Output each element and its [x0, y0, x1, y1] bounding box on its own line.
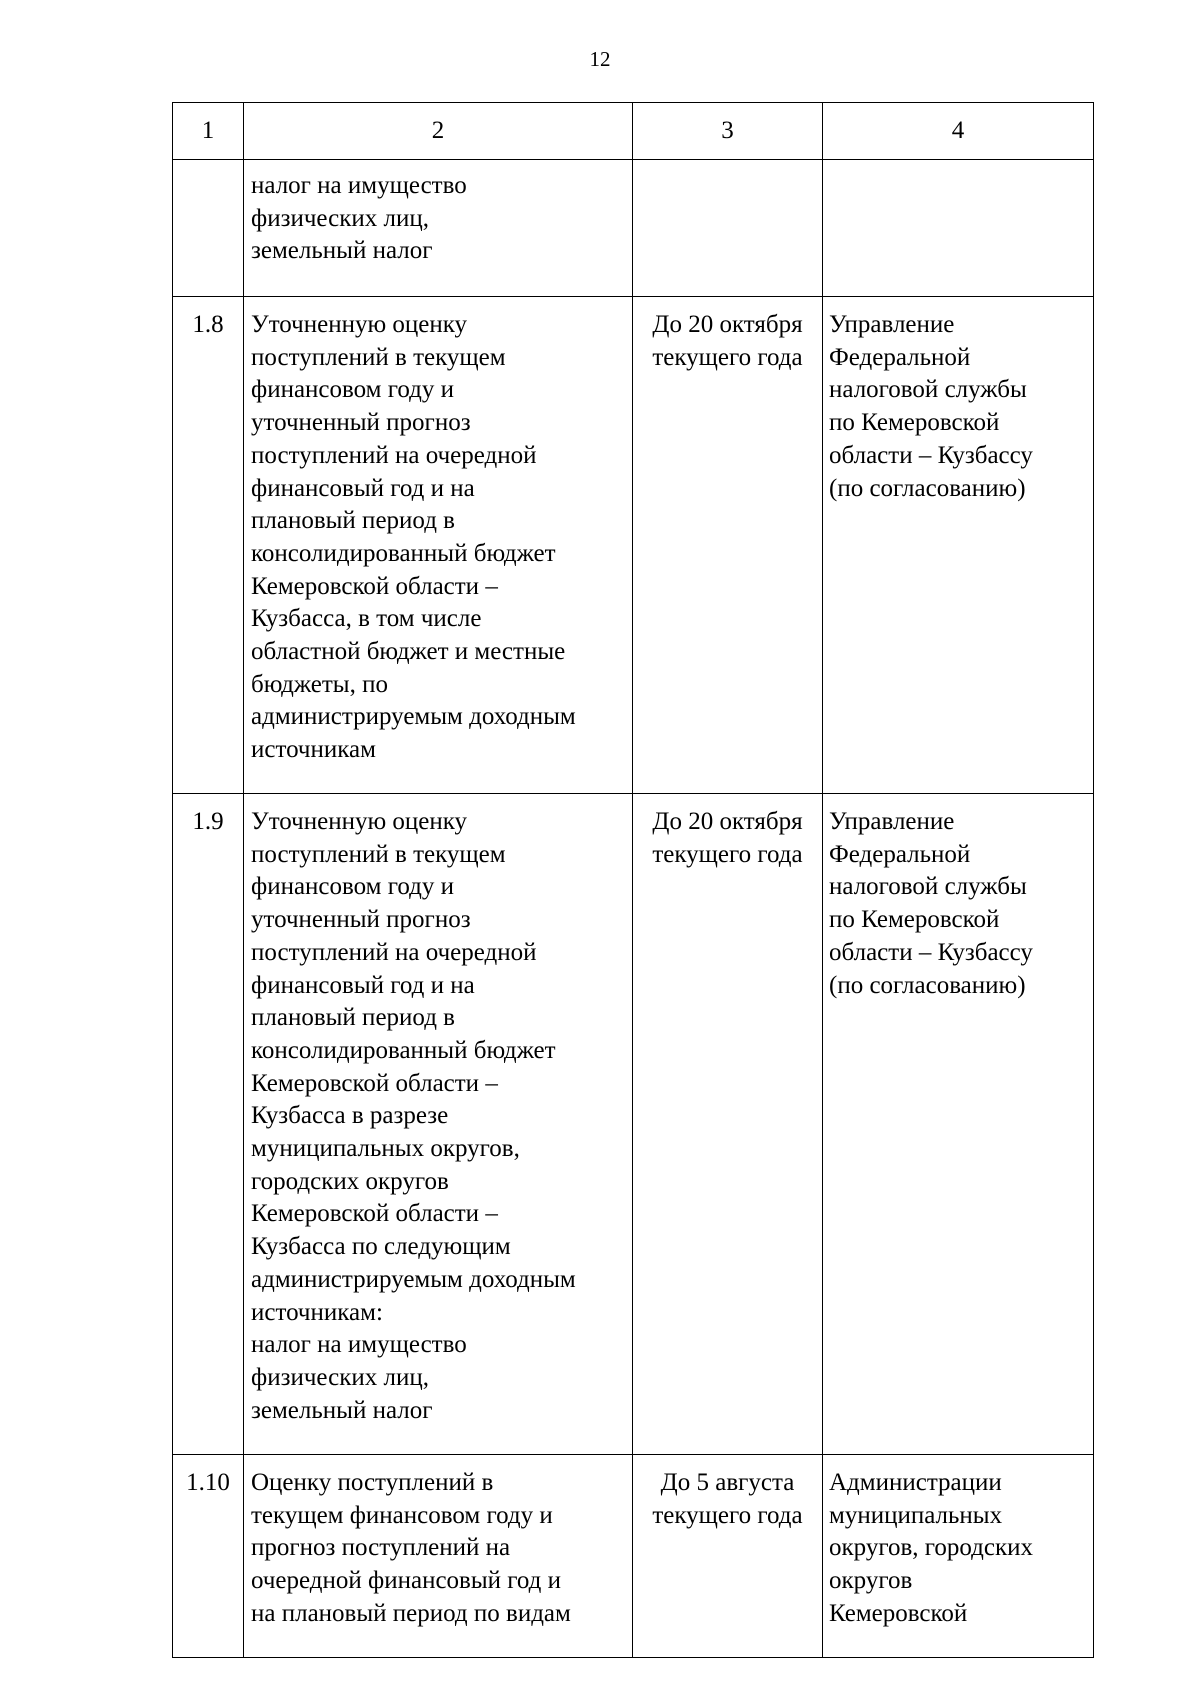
row-deadline-cell: До 5 августа текущего года: [633, 1455, 823, 1658]
table-row: [173, 160, 1094, 297]
row-responsible-cell: [823, 160, 1094, 297]
row-description-cell: Оценку поступлений в текущем финансовом году и прогноз поступлений на очередной финансовый год и на плановый период по видам: [244, 1455, 633, 1658]
schedule-table: [172, 102, 1094, 1658]
column-header-3: 3: [633, 103, 823, 160]
row-responsible-cell: Управление Федеральной налоговой службы по Кемеровской области – Кузбассу (по согласованию): [823, 297, 1094, 794]
table-row: [173, 794, 1094, 1455]
row-deadline-cell: До 20 октября текущего года: [633, 297, 823, 794]
row-number-cell: [173, 160, 244, 297]
row-deadline-cell: [633, 160, 823, 297]
table-row: [173, 1455, 1094, 1658]
row-number-cell: 1.9: [173, 794, 244, 1455]
page-number: 12: [589, 47, 611, 71]
row-number-cell: 1.10: [173, 1455, 244, 1658]
column-header-2: 2: [244, 103, 633, 160]
column-header-1: 1: [173, 103, 244, 160]
row-responsible-cell: Администрации муниципальных округов, городских округов Кемеровской: [823, 1455, 1094, 1658]
row-description-cell: Уточненную оценку поступлений в текущем финансовом году и уточненный прогноз поступлений на очередной финансовый год и на плановый период в консолидированный бюджет Кемеровской области – Кузбасса в разрезе муниципальных округов, городских округов Кемеровской области – Кузбасса по следующим администрируемым доходным источникам: налог на имущество физических лиц, земельный налог: [244, 794, 633, 1455]
table-row: [173, 297, 1094, 794]
row-responsible-cell: Управление Федеральной налоговой службы по Кемеровской области – Кузбассу (по согласованию): [823, 794, 1094, 1455]
row-description-cell: Уточненную оценку поступлений в текущем финансовом году и уточненный прогноз поступлений на очередной финансовый год и на плановый период в консолидированный бюджет Кемеровской области – Кузбасса, в том числе областной бюджет и местные бюджеты, по администрируемым доходным источникам: [244, 297, 633, 794]
table-header-row: [173, 103, 1094, 160]
column-header-4: 4: [823, 103, 1094, 160]
row-deadline-cell: До 20 октября текущего года: [633, 794, 823, 1455]
row-description-cell: налог на имущество физических лиц, земельный налог: [244, 160, 633, 297]
row-number-cell: 1.8: [173, 297, 244, 794]
